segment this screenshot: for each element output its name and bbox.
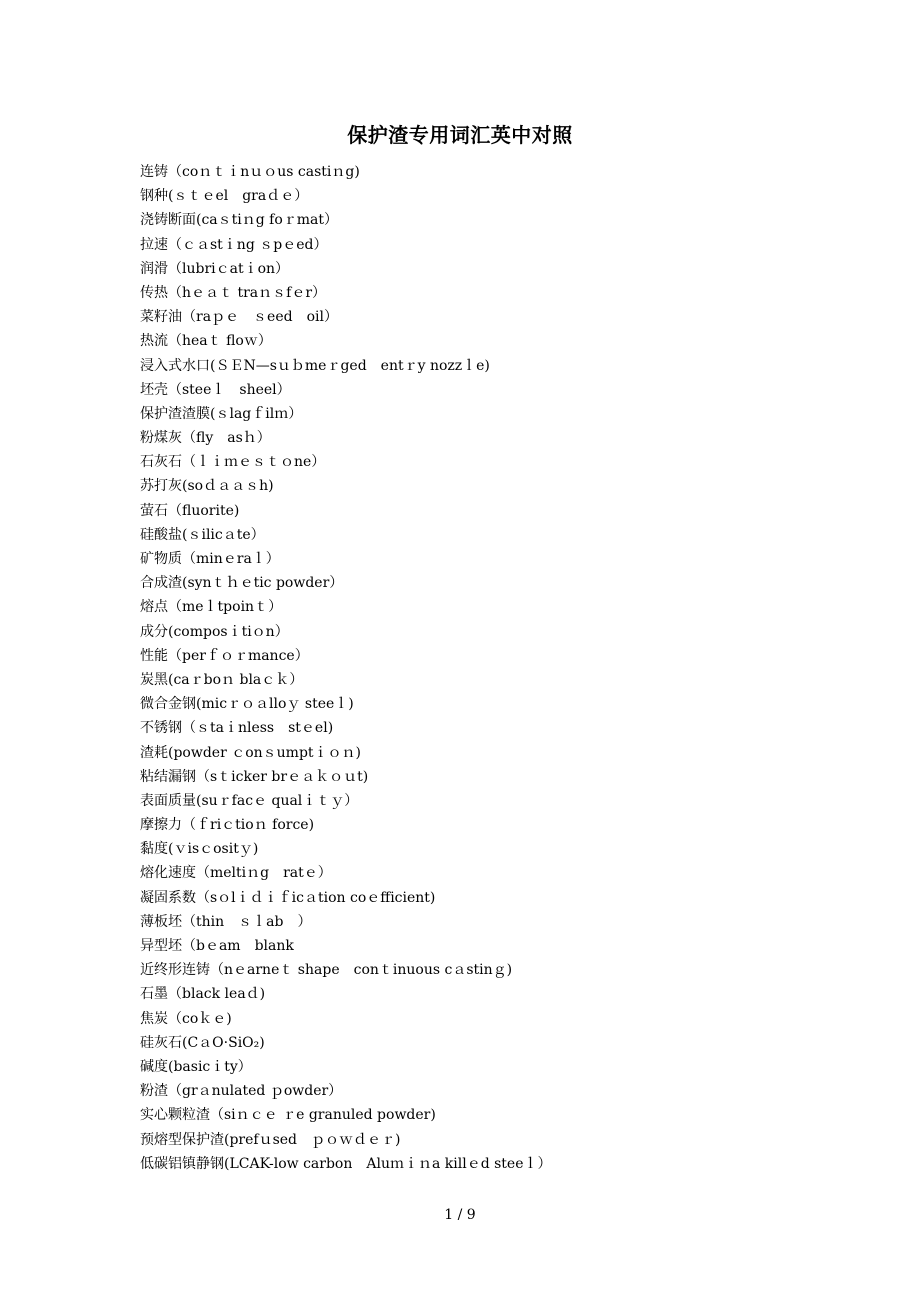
term-entry: 近终形连铸（nｅarneｔ shape conｔinuous cａstinｇ): [140, 962, 513, 979]
term-entry: 成分(composｉtiｏn）: [140, 623, 289, 640]
term-entry: 碱度(basicｉty）: [140, 1058, 252, 1075]
term-entry: 异型坯（bｅam blank: [140, 938, 294, 954]
term-entry: 粉渣（grａnulated ｐowder）: [140, 1083, 343, 1100]
term-entry: 焦炭（coｋｅ): [140, 1010, 232, 1027]
term-entry: 硅酸盐(ｓilicａte）: [140, 526, 265, 543]
term-list: [140, 160, 800, 1176]
term-entry: 浸入式水口(ＳＥN—sｕｂmeｒged entｒy nozzｌe): [140, 357, 490, 374]
term-entry: 薄板坯（thin ｓｌab ）: [140, 913, 312, 930]
page-number: 1 / 9: [444, 1207, 476, 1223]
term-entry: 表面质量(suｒfacｅ qualｉｔｙ）: [140, 792, 359, 809]
term-entry: 微合金钢(micｒｏａlloｙ steeｌ): [140, 696, 354, 713]
term-entry: 凝固系数（sｏlｉｄｉｆicａtion coｅfficient): [140, 889, 436, 906]
term-entry: 菜籽油（raｐｅ ｓeed oil）: [140, 309, 338, 326]
term-entry: 性能（perｆｏｒmance）: [140, 647, 309, 664]
term-entry: 传热（hｅａｔ traｎｓfｅr）: [140, 284, 327, 301]
term-entry: 粉煤灰（fly asｈ）: [140, 430, 271, 447]
term-entry: 低碳铝镇静钢(LCAK-low carbon Aluｍｉｎa killｅd steeｌ）: [140, 1155, 552, 1172]
term-entry: 实心颗粒渣（siｎｃｅ ｒe granuled powder): [140, 1107, 436, 1124]
term-entry: 熔点（meｌtpoinｔ）: [140, 599, 283, 616]
term-entry: 硅灰石(CａO·SiO₂): [140, 1034, 265, 1051]
term-entry: 保护渣渣膜(ｓlagｆilｍ）: [140, 405, 303, 422]
term-entry: 坯壳（steeｌ sheel）: [140, 381, 291, 398]
term-entry: 预熔型保护渣(prefｕsed ｐｏｗｄｅｒ): [140, 1131, 401, 1148]
term-entry: 黏度(ｖisｃositｙ): [140, 841, 259, 858]
term-entry: 热流（heaｔ floｗ）: [140, 333, 272, 350]
term-entry: 萤石（fluorite): [140, 502, 240, 519]
term-entry: 渣耗(powder ｃonｓumptｉｏｎ): [140, 744, 362, 761]
term-entry: 苏打灰(soｄａａｓh): [140, 478, 274, 495]
term-entry: 炭黑(caｒboｎ blaｃｋ）: [140, 671, 304, 688]
term-entry: 合成渣(synｔｈｅtic powder）: [140, 575, 344, 592]
term-entry: 摩擦力（ｆriｃtioｎ force): [140, 817, 315, 834]
term-entry: 石灰石（ｌｉｍｅｓｔｏne）: [140, 454, 326, 471]
term-entry: 矿物质（minｅraｌ）: [140, 551, 280, 567]
term-entry: 润滑（lubriｃatｉon）: [140, 260, 290, 277]
term-entry: 石墨（black leaｄ): [140, 986, 266, 1003]
term-entry: 粘结漏钢（sｔicker brｅａｋｏｕt): [140, 768, 369, 785]
term-entry: 钢种(ｓｔｅel graｄｅ）: [140, 188, 309, 205]
term-entry: 熔化速度（meltiｎg ratｅ）: [140, 865, 332, 882]
term-entry: 拉速（ｃａstｉng ｓpｅed）: [140, 236, 328, 253]
term-entry: 连铸（coｎｔｉnｕｏus castiｎg): [140, 164, 360, 180]
page-title: 保护渣专用词汇英中对照: [347, 123, 573, 147]
term-entry: 不锈钢（ｓtaｉnless stｅel): [140, 720, 334, 737]
term-entry: 浇铸断面(caｓtiｎg foｒmat）: [140, 212, 339, 229]
